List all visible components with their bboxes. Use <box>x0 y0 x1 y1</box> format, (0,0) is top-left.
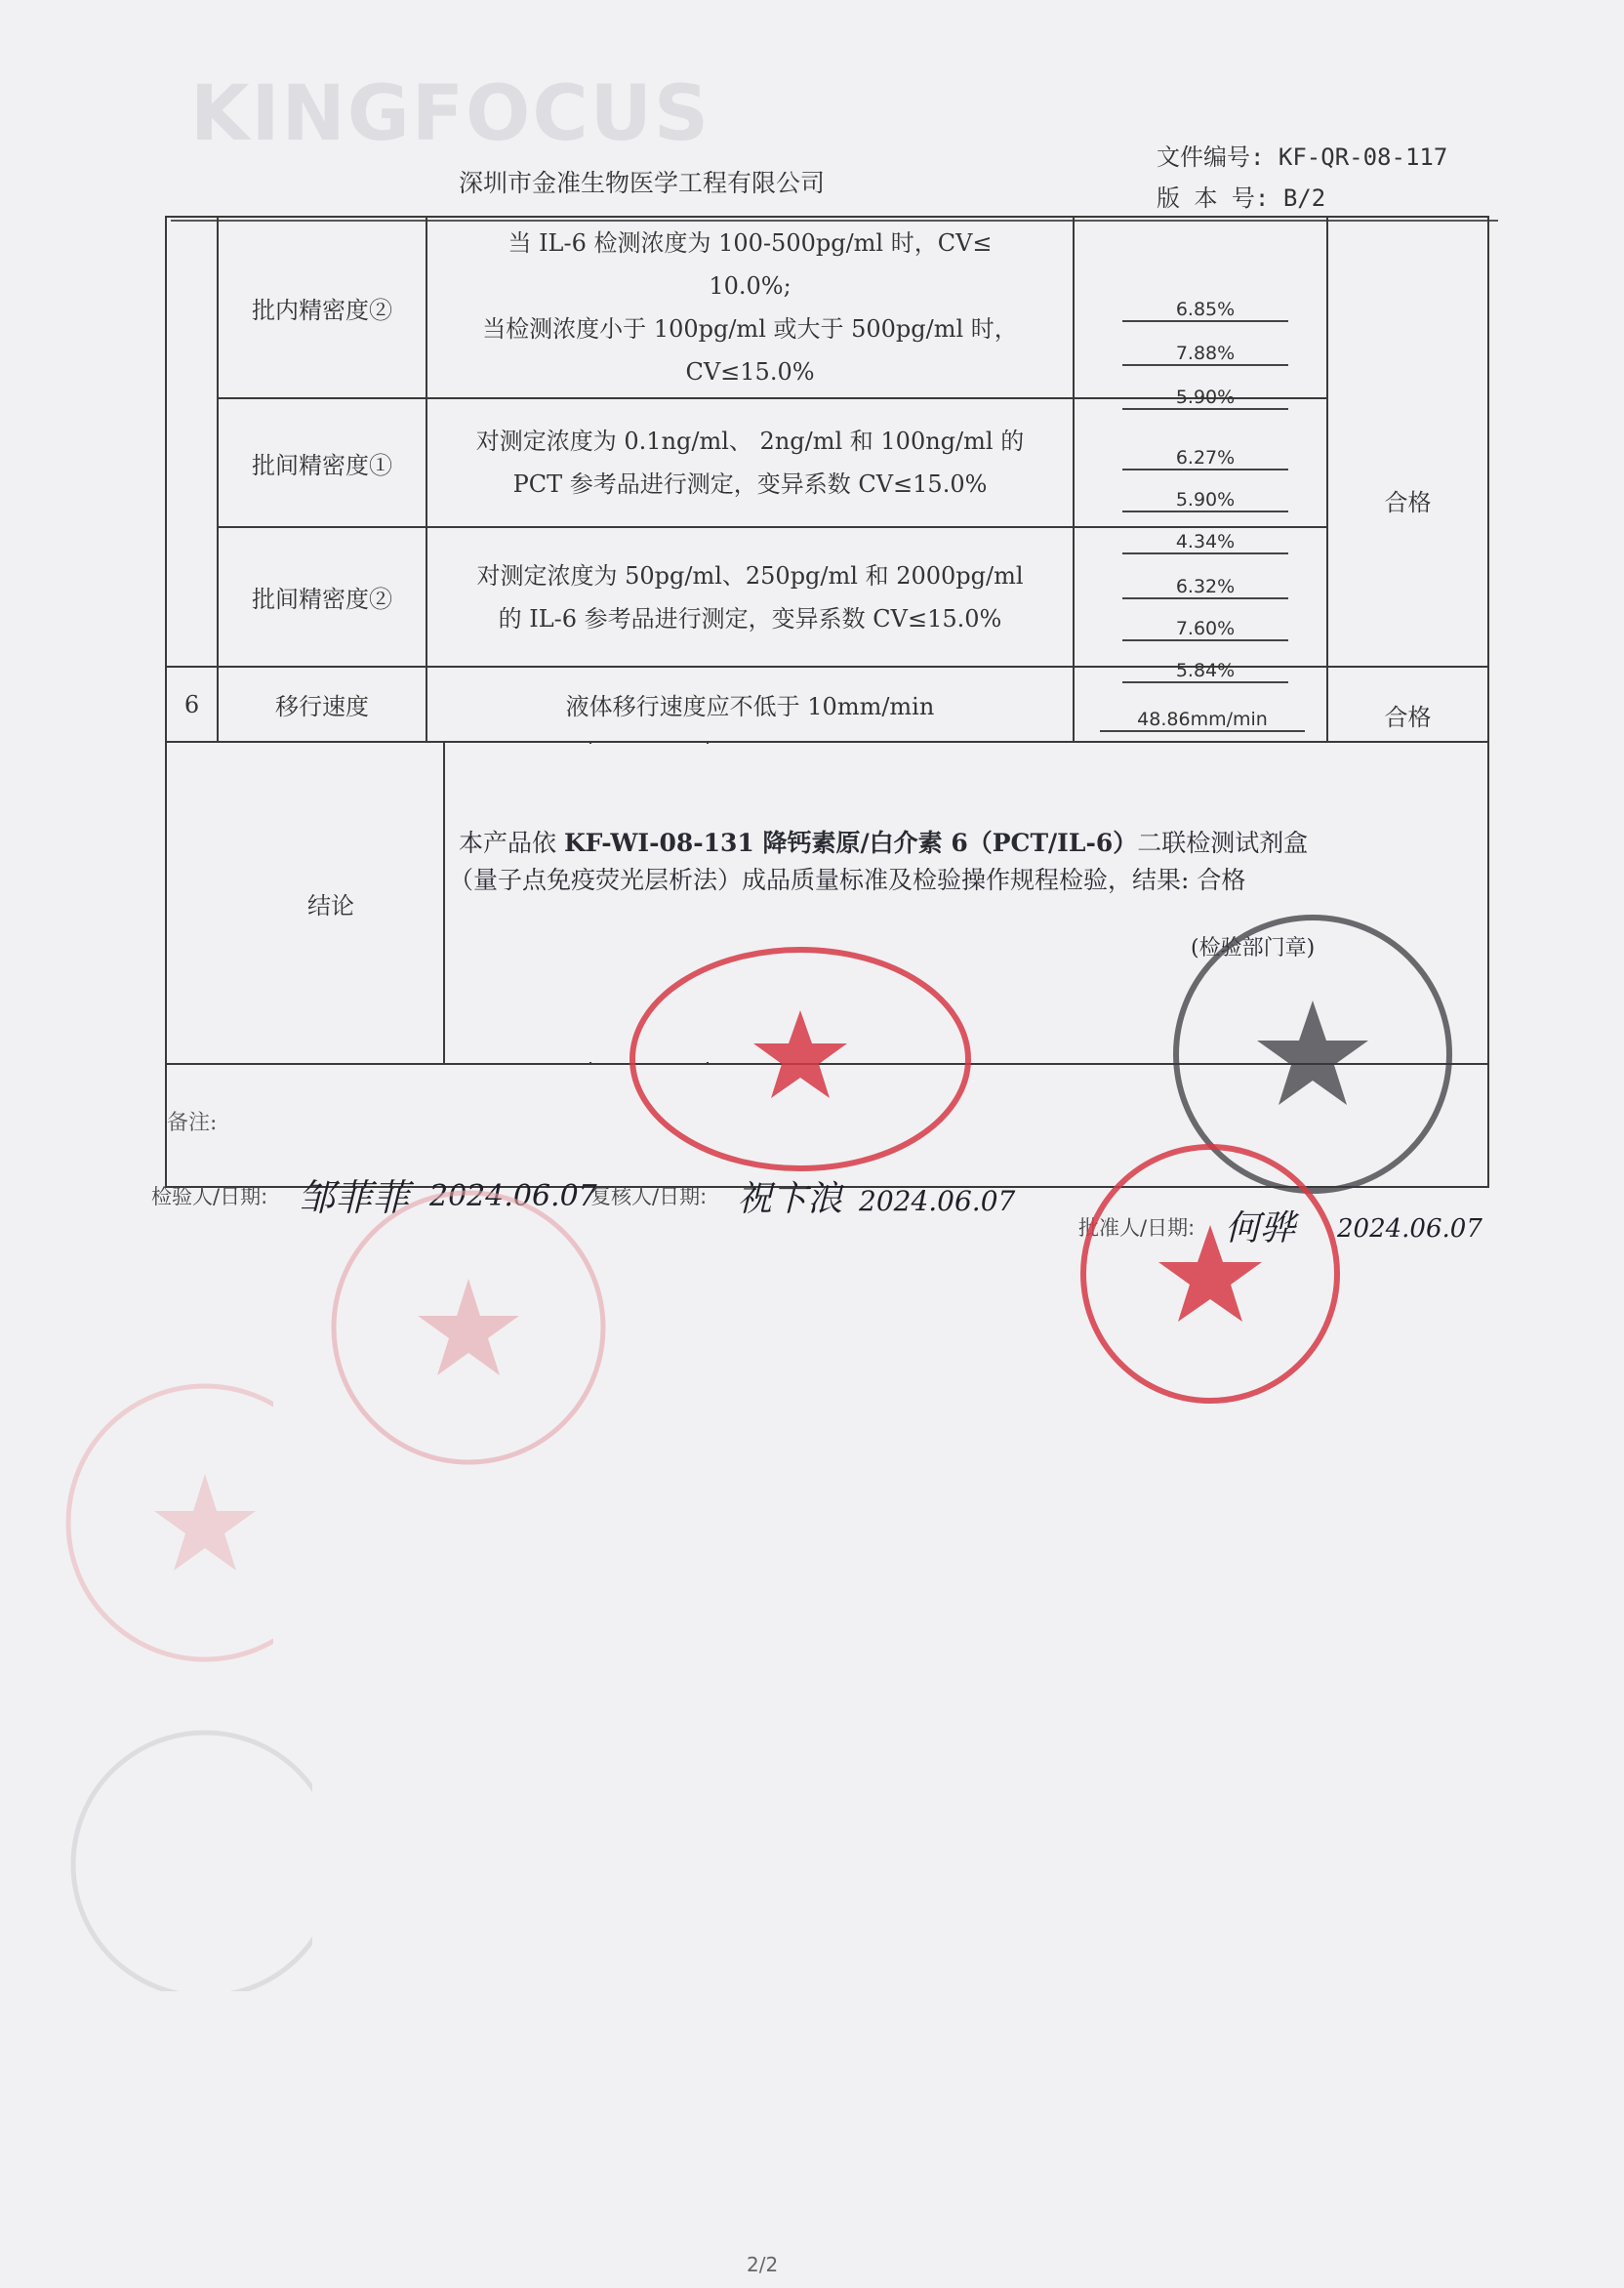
conclusion-text <box>449 825 1474 960</box>
result-value: 6.32% <box>1122 576 1288 599</box>
reviewer-label: 复核人/日期: <box>590 1185 708 1208</box>
faint-gray-stamp <box>59 1718 312 1991</box>
row-item-intra-precision-2: 批内精密度② <box>252 296 392 324</box>
haize-inspection-stamp <box>625 942 976 1176</box>
criteria-line: 对测定浓度为 50pg/ml、250pg/ml 和 2000pg/ml <box>476 561 1024 590</box>
result-value: 5.90% <box>1122 387 1288 410</box>
inspector-date: 2024.06.07 <box>429 1179 597 1213</box>
inspector-signature: 邹菲菲 <box>298 1176 410 1219</box>
row-item-flow-rate: 移行速度 <box>275 693 369 720</box>
criteria-line: 10.0%; <box>709 272 792 300</box>
doc-number: KF-QR-08-117 <box>1278 143 1448 171</box>
conclusion-line-2: （量子点免疫荧光层析法）成品质量标准及检验操作规程检验，结果: 合格 <box>449 866 1246 894</box>
row-item-inter-precision-2: 批间精密度② <box>252 586 392 613</box>
faint-red-stamp-left <box>59 1367 273 1679</box>
result-value: 7.88% <box>1122 343 1288 366</box>
row-item-inter-precision-1: 批间精密度① <box>252 451 392 479</box>
result-value: 4.34% <box>1122 531 1288 554</box>
version-label: 版 本 号: <box>1157 184 1270 212</box>
result-value: 6.27% <box>1122 447 1288 470</box>
company-name: 深圳市金准生物医学工程有限公司 <box>459 169 826 197</box>
result-value: 5.84% <box>1122 660 1288 683</box>
row-number: 6 <box>183 690 200 718</box>
conclusion-label: 结论 <box>307 891 354 919</box>
conclusion-line-1 <box>459 825 1474 862</box>
criteria-line: PCT 参考品进行测定，变异系数 CV≤15.0% <box>512 470 988 498</box>
conclusion-standard: KF-WI-08-131 降钙素原/白介素 6（PCT/IL-6） <box>563 829 1138 857</box>
result-value: 48.86mm/min <box>1100 709 1305 732</box>
faint-red-stamp <box>322 1181 615 1474</box>
criteria-line: 对测定浓度为 0.1ng/ml、 2ng/ml 和 100ng/ml 的 <box>475 428 1025 455</box>
row-criteria-inter-precision-2 <box>428 529 1072 665</box>
doc-number-label: 文件编号: <box>1157 143 1265 171</box>
reviewer-signature: 祝卞浪 <box>737 1179 843 1219</box>
criteria-line: 当 IL-6 检测浓度为 100-500pg/ml 时，CV≤ <box>508 229 993 257</box>
row-criteria-inter-precision-1 <box>428 400 1072 525</box>
result-value: 6.85% <box>1122 299 1288 322</box>
row-criteria-flow-rate: 液体移行速度应不低于 10mm/min <box>565 693 935 720</box>
approver-signature: 何骅 <box>1225 1208 1296 1248</box>
criteria-line: 的 IL-6 参考品进行测定，变异系数 CV≤15.0% <box>498 604 1002 633</box>
remarks-label: 备注: <box>167 1111 218 1135</box>
company-logo: KINGFOCUS <box>190 70 711 158</box>
inspector-label: 检验人/日期: <box>151 1185 268 1208</box>
precision-verdict: 合格 <box>1384 489 1432 516</box>
conclusion-prefix: 本产品依 <box>459 829 564 857</box>
document-meta <box>1157 137 1447 219</box>
reviewer-date: 2024.06.07 <box>859 1185 1016 1217</box>
result-value: 7.60% <box>1122 618 1288 641</box>
approver-date: 2024.06.07 <box>1337 1214 1482 1244</box>
conclusion-line1-suffix: 二联检测试剂盒 <box>1137 829 1309 857</box>
flow-rate-verdict: 合格 <box>1384 704 1432 731</box>
jinzhun-quality-stamp-red <box>1074 1137 1347 1410</box>
result-value: 5.90% <box>1122 489 1288 512</box>
doc-number-line <box>1157 137 1447 178</box>
row-criteria-intra-precision-2 <box>428 219 1072 396</box>
dept-stamp-label: (检验部门章) <box>1191 936 1316 960</box>
criteria-text <box>476 420 1024 506</box>
page-number: 2/2 <box>747 2253 779 2276</box>
version-number: B/2 <box>1282 184 1326 212</box>
criteria-text <box>476 554 1023 640</box>
criteria-line: CV≤15.0% <box>685 358 815 386</box>
criteria-text <box>482 222 1018 393</box>
criteria-line: 当检测浓度小于 100pg/ml 或大于 500pg/ml 时， <box>482 315 1018 343</box>
approver-label: 批准人/日期: <box>1078 1216 1196 1240</box>
